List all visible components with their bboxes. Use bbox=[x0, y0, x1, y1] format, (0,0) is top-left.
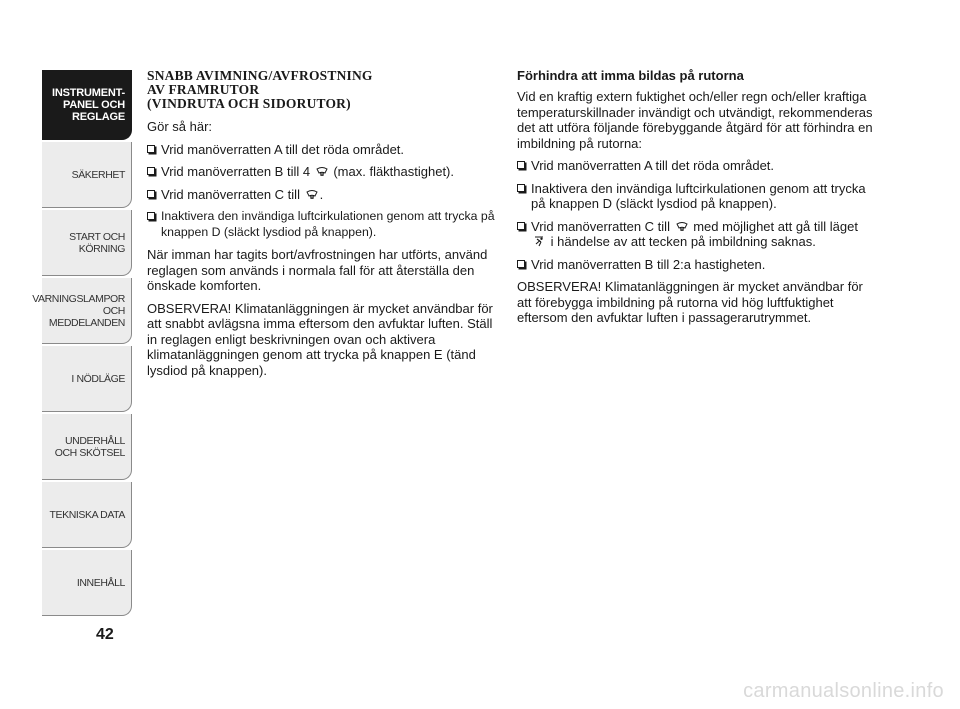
left-column bbox=[147, 69, 497, 385]
checkbox-bullet-icon bbox=[517, 184, 525, 192]
tab-tekniska-data[interactable]: TEKNISKA DATA bbox=[42, 482, 132, 548]
list-item bbox=[517, 257, 877, 273]
watermark: carmanualsonline.info bbox=[743, 680, 944, 702]
list-item bbox=[147, 164, 497, 180]
list-item-text: Vrid manöverratten B till 4 bbox=[161, 164, 311, 179]
intro-text: Gör så här: bbox=[147, 119, 213, 134]
list-item-text: Inaktivera den invändiga luftcirkulationen genom att trycka på knappen D (släckt lysdiod på knappen). bbox=[161, 209, 495, 239]
list-item bbox=[517, 158, 877, 174]
list-item-text: Vrid manöverratten C till bbox=[531, 218, 670, 234]
tab-sakerhet[interactable]: SÄKERHET bbox=[42, 142, 132, 208]
section-title-forhindra-imma: Förhindra att imma bildas på rutorna bbox=[517, 68, 744, 83]
list-item bbox=[147, 187, 497, 203]
windscreen-defrost-icon bbox=[316, 166, 328, 177]
tab-instrumentpanel[interactable]: INSTRUMENT- PANEL OCH REGLAGE bbox=[42, 70, 132, 140]
list-item-text: Vrid manöverratten A till det röda området. bbox=[531, 158, 775, 173]
list-item-text: Vrid manöverratten A till det röda området. bbox=[161, 141, 405, 157]
checkbox-bullet-icon bbox=[517, 222, 525, 230]
checkbox-bullet-icon bbox=[147, 212, 155, 220]
list-item bbox=[517, 181, 877, 212]
list-item-text: Vrid manöverratten C till bbox=[161, 186, 300, 202]
checkbox-bullet-icon bbox=[147, 145, 155, 153]
list-item-text: med möjlighet att gå till läget bbox=[693, 218, 858, 234]
paragraph: OBSERVERA! Klimatanläggningen är mycket användbar för att snabbt avlägsna imma eftersom den avfuktar luften. Ställ in reglagen enligt beskrivningen ovan och aktivera klimatanläggningen genom att trycka på knappen E (tänd lysdiod på knappen). bbox=[147, 300, 493, 378]
list-item bbox=[517, 219, 877, 250]
intro-text: Vid en kraftig extern fuktighet och/eller regn och/eller kraftiga temperaturskillnader invändigt och utvändigt, rekommenderas det att utföra följande förebyggande åtgärd för att förhindra en imbildning på rutorna: bbox=[517, 89, 873, 151]
list-item bbox=[147, 142, 497, 158]
list-item-text: (max. fläkthastighet). bbox=[333, 164, 454, 179]
list-item-text: . bbox=[319, 186, 324, 202]
checkbox-bullet-icon bbox=[147, 190, 155, 198]
tab-innehall[interactable]: INNEHÅLL bbox=[42, 550, 132, 616]
section-title-snabb-avimning: SNABB AVIMNING/AVFROSTNING AV FRAMRUTOR (VINDRUTA OCH SIDORUTOR) bbox=[147, 68, 373, 111]
list-item-text: Inaktivera den invändiga luftcirkulationen genom att trycka på knappen D (släckt lysdiod på knappen). bbox=[531, 180, 866, 211]
checkbox-bullet-icon bbox=[517, 260, 525, 268]
windscreen-defrost-icon bbox=[306, 189, 318, 200]
tab-underhall[interactable]: UNDERHÅLL OCH SKÖTSEL bbox=[42, 414, 132, 480]
paragraph: OBSERVERA! Klimatanläggningen är mycket användbar för att förebygga imbildning på rutorna vid hög luftfuktighet eftersom den avfuktar luften i passagerarutrymmet. bbox=[517, 279, 863, 325]
tab-varningslampor[interactable]: VARNINGSLAMPOR OCH MEDDELANDEN bbox=[42, 278, 132, 344]
checkbox-bullet-icon bbox=[517, 161, 525, 169]
list-item bbox=[147, 209, 497, 240]
page-number: 42 bbox=[96, 626, 114, 643]
paragraph: När imman har tagits bort/avfrostningen har utförts, använd reglagen som används i normala fall för att återställa den önskade komforten. bbox=[147, 247, 488, 293]
list-item-text: Vrid manöverratten B till 2:a hastigheten. bbox=[531, 256, 766, 272]
right-column bbox=[517, 69, 877, 333]
checkbox-bullet-icon bbox=[147, 167, 155, 175]
windscreen-defrost-icon bbox=[676, 221, 688, 232]
tab-i-nodlage[interactable]: I NÖDLÄGE bbox=[42, 346, 132, 412]
tab-start-och-korning[interactable]: START OCH KÖRNING bbox=[42, 210, 132, 276]
list-item-text: i händelse av att tecken på imbildning saknas. bbox=[550, 234, 816, 249]
feet-windscreen-icon bbox=[533, 236, 545, 247]
